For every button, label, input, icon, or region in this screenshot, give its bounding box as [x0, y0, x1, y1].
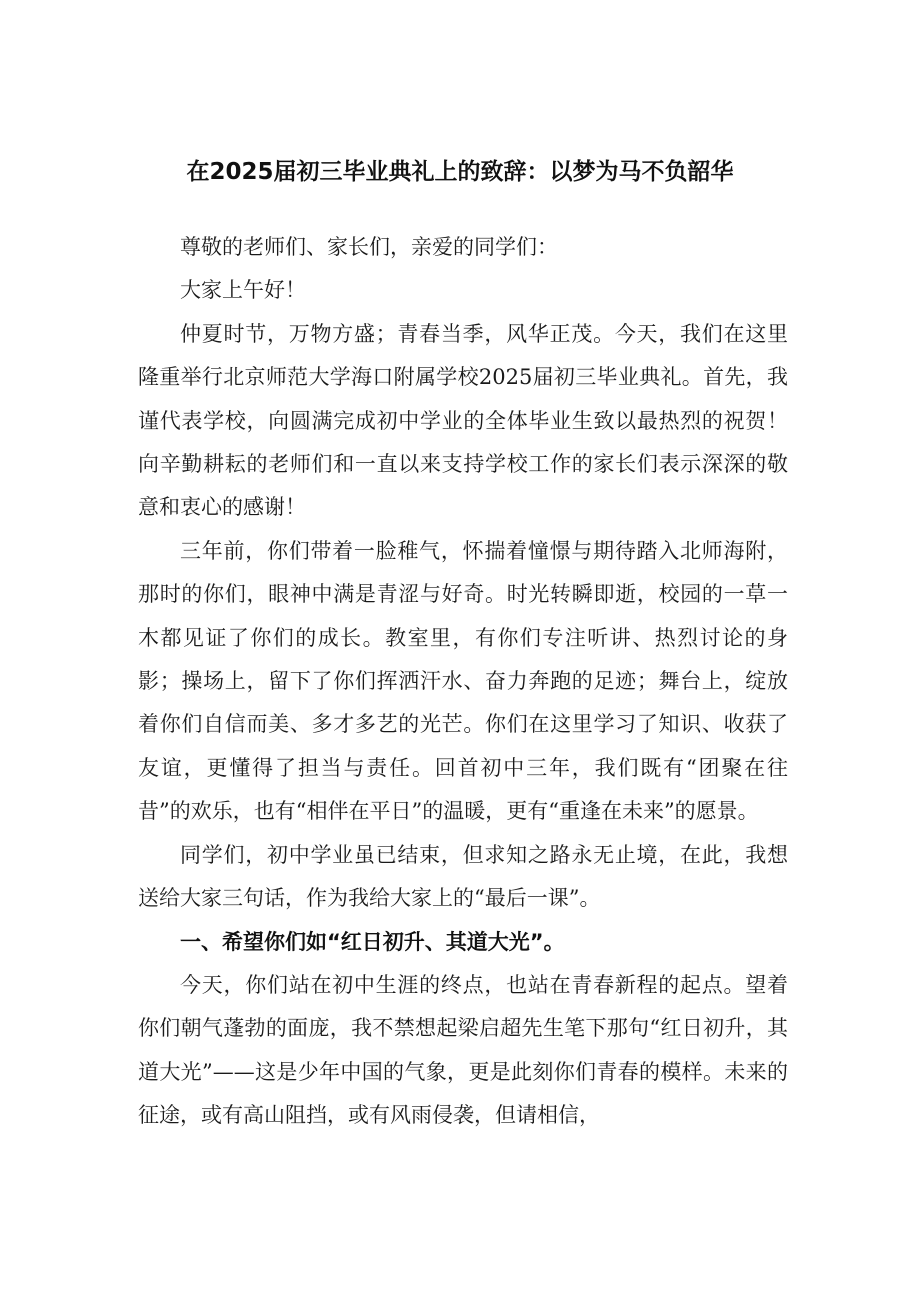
paragraph-opening: 仲夏时节，万物方盛；青春当季，风华正茂。今天，我们在这里隆重举行北京师范大学海口附属学校2025届初三毕业典礼。首先，我谨代表学校，向圆满完成初中学业的全体毕业生致以最热烈的祝贺！向辛勤耕耘的老师们和一直以来支持学校工作的家长们表示深深的敬意和衷心的感谢！ — [138, 321, 788, 520]
greeting: 大家上午好！ — [180, 278, 306, 303]
paragraph-memories: 三年前，你们带着一脸稚气，怀揣着憧憬与期待踏入北师海附，那时的你们，眼神中满是青涩与好奇。时光转瞬即逝，校园的一草一木都见证了你们的成长。教室里，有你们专注听讲、热烈讨论的身影；操场上，留下了你们挥洒汗水、奋力奔跑的足迹；舞台上，绽放着你们自信而美、多才多艺的光芒。你们在这里学习了知识、收获了友谊，更懂得了担当与责任。回首初中三年，我们既有“团聚在往昔”的欢乐，也有“相伴在平日”的温暖，更有“重逢在未来”的愿景。 — [138, 538, 788, 824]
document-body — [138, 226, 788, 1138]
salutation: 尊敬的老师们、家长们，亲爱的同学们： — [180, 235, 558, 259]
document-title: 在2025届初三毕业典礼上的致辞：以梦为马不负韶华 — [186, 159, 734, 185]
section-heading-1: 一、希望你们如“红日初升、其道大光”。 — [180, 929, 565, 954]
paragraph-last-lesson: 同学们，初中学业虽已结束，但求知之路永无止境，在此，我想送给大家三句话，作为我给大家上的“最后一课”。 — [138, 842, 788, 911]
paragraph-section-1: 今天，你们站在初中生涯的终点，也站在青春新程的起点。望着你们朝气蓬勃的面庞，我不禁想起梁启超先生笔下那句“红日初升，其道大光”——这是少年中国的气象，更是此刻你们青春的模样。未来的征途，或有高山阻挡，或有风雨侵袭，但请相信， — [138, 972, 788, 1128]
